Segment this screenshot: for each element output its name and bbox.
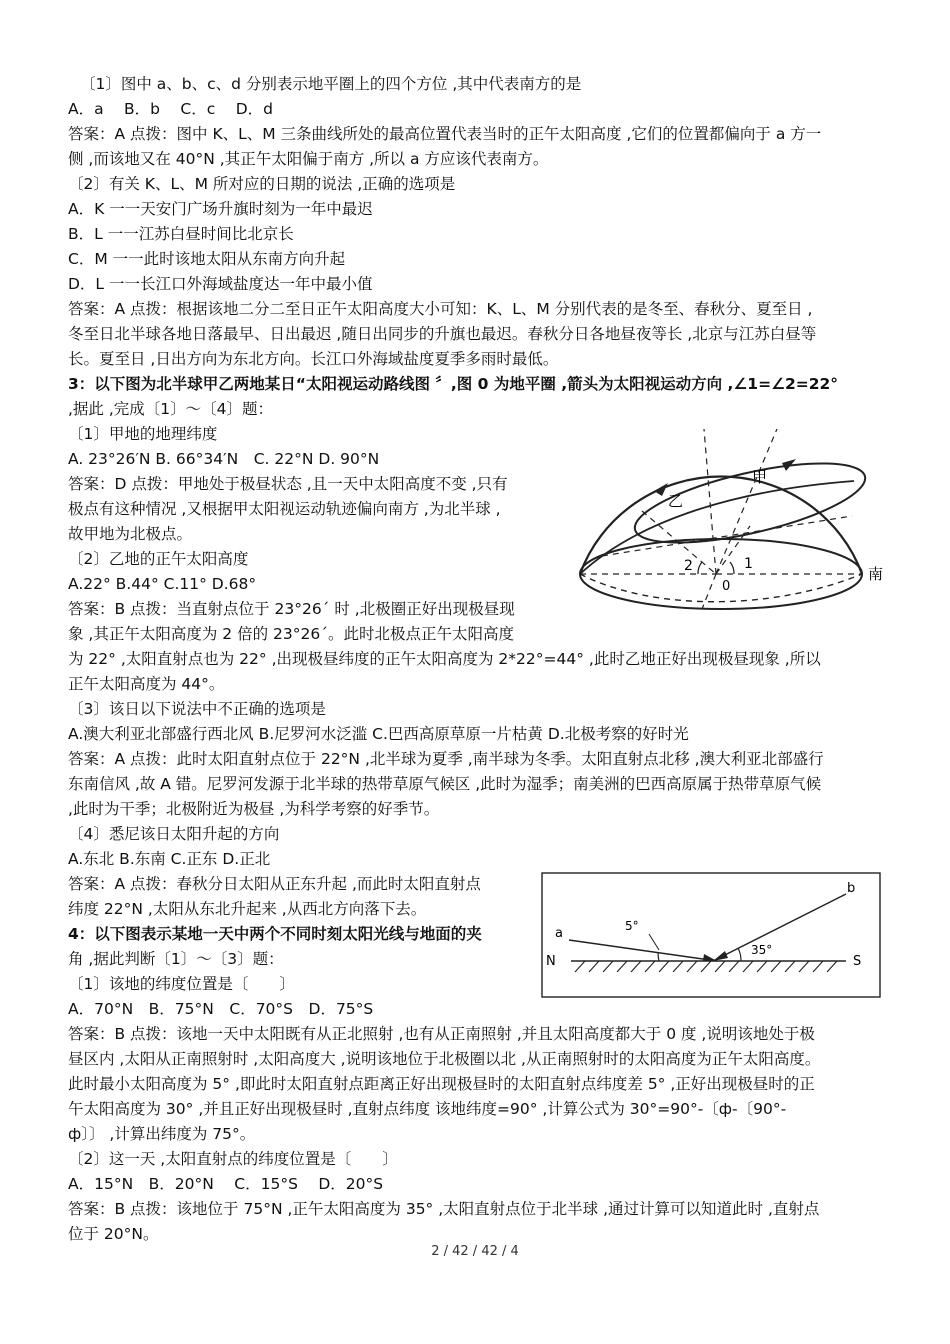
q2-option-c: C．M 一一此时该地太阳从东南方向升起: [68, 250, 346, 268]
label-ray-b: b: [847, 881, 856, 896]
section4-heading-cont: 角 ,据此判断〔1〕～〔3〕题：: [68, 950, 284, 968]
s4-q1-answer-line4: 午太阳高度为 30° ,并且正好出现极昼时 ,直射点纬度 该地纬度=90° ,计算公式为 30°=90°-〔ф-〔90°-: [68, 1100, 787, 1118]
s4-q1-answer-line5: ф〕〕 ,计算出纬度为 75°。: [68, 1125, 256, 1143]
s3-q1-stem: 〔1〕甲地的地理纬度: [68, 425, 218, 443]
label-yi: 乙: [668, 492, 684, 510]
q2-option-a: A．K 一一天安门广场升旗时刻为一年中最迟: [68, 200, 373, 218]
label-north: N: [546, 954, 556, 969]
s4-q2-options: A．15°N B．20°N C．15°S D．20°S: [68, 1175, 384, 1193]
s3-q3-answer-line1: 答案：A 点拨：此时太阳直射点位于 22°N ,北半球为夏季 ,南半球为冬季。太阳直射点北移 ,澳大利亚北部盛行: [68, 750, 824, 768]
s4-q2-stem: 〔2〕这一天 ,太阳直射点的纬度位置是〔 〕: [68, 1150, 398, 1168]
label-south: S: [853, 954, 862, 969]
s4-q1-stem: 〔1〕该地的纬度位置是〔 〕: [68, 975, 295, 993]
s3-q2-answer-line3: 为 22° ,太阳直射点也为 22° ,出现极昼纬度的正午太阳高度为 2*22°=44° ,此时乙地正好出现极昼现象 ,所以: [68, 650, 821, 668]
label-angle-1: 1: [744, 556, 753, 572]
label-south: 南: [868, 565, 884, 583]
s3-q2-stem: 〔2〕乙地的正午太阳高度: [68, 550, 249, 568]
s3-q1-options: A. 23°26′N B. 66°34′N C. 22°N D. 90°N: [68, 450, 380, 468]
s3-q4-options: A.东北 B.东南 C.正东 D.正北: [68, 850, 271, 868]
ray-b-arrow-icon: [713, 951, 728, 961]
s3-q3-stem: 〔3〕该日以下说法中不正确的选项是: [68, 700, 326, 718]
q1-answer-line1: 答案：A 点拨：图中 K、L、M 三条曲线所处的最高位置代表当时的正午太阳高度 ,它们的位置都偏向于 a 方一: [68, 125, 822, 143]
s3-q4-answer-line2: 纬度 22°N ,太阳从东北升起来 ,从西北方向落下去。: [68, 900, 427, 918]
q1-options: A．a B．b C．c D．d: [68, 100, 273, 118]
q1-stem: 〔1〕图中 a、b、c、d 分别表示地平圈上的四个方位 ,其中代表南方的是: [80, 75, 582, 93]
s4-q2-answer-line2: 位于 20°N。: [68, 1225, 159, 1243]
s3-q1-answer-line1: 答案：D 点拨：甲地处于极昼状态 ,且一天中太阳高度不变 ,只有: [68, 475, 508, 493]
s4-q1-options: A．70°N B．75°N C．70°S D．75°S: [68, 1000, 374, 1018]
s4-q1-answer-line2: 昼区内 ,太阳从正南照射时 ,太阳高度大 ,说明该地位于北极圈以北 ,从正南照射时的太阳高度为正午太阳高度。: [68, 1050, 821, 1068]
section4-heading: 4：以下图表示某地一天中两个不同时刻太阳光线与地面的夹: [68, 925, 482, 943]
s3-q1-answer-line2: 极点有这种情况 ,又根据甲太阳视运动轨迹偏向南方 ,为北半球 ,: [68, 500, 501, 518]
s3-q1-answer-line3: 故甲地为北极点。: [68, 525, 193, 543]
label-angle-2: 2: [684, 558, 693, 574]
arrow-yi-icon: [654, 483, 668, 496]
q2-option-b: B．L 一一江苏白昼时间比北京长: [68, 225, 294, 243]
label-jia: 甲: [752, 468, 768, 486]
label-angle-5: 5°: [625, 919, 639, 933]
s3-q3-answer-line2: 东南信风 ,故 A 错。尼罗河发源于北半球的热带草原气候区 ,此时为湿季；南美洲的巴西高原属于热带草原气候: [68, 775, 822, 793]
q2-answer-line2: 冬至日北半球各地日落最早、日出最迟 ,随日出同步的升旗也最迟。春秋分日各地昼夜等长 ,北京与江苏白昼等: [68, 325, 817, 343]
section3-heading-cont: ,据此 ,完成〔1〕～〔4〕题：: [68, 400, 274, 418]
s3-q2-answer-line4: 正午太阳高度为 44°。: [68, 675, 225, 693]
ground-hatching: [575, 961, 837, 972]
sun-rays-ground-figure: [541, 872, 881, 998]
s3-q2-options: A.22° B.44° C.11° D.68°: [68, 575, 257, 593]
q2-stem: 〔2〕有关 K、L、M 所对应的日期的说法 ,正确的选项是: [68, 175, 456, 193]
q2-answer-line3: 长。夏至日 ,日出方向为东北方向。长江口外海域盐度夏季多雨时最低。: [68, 350, 559, 368]
s4-q1-answer-line1: 答案：B 点拨：该地一天中太阳既有从正北照射 ,也有从正南照射 ,并且太阳高度都大于 0 度 ,说明该地处于极: [68, 1025, 815, 1043]
s4-q1-answer-line3: 此时最小太阳高度为 5° ,即此时太阳直射点距离正好出现极昼时的太阳直射点纬度差 5° ,正好出现极昼时的正: [68, 1075, 815, 1093]
s3-q3-options: A.澳大利亚北部盛行西北风 B.尼罗河水泛滥 C.巴西高原草原一片枯黄 D.北极考察的好时光: [68, 725, 689, 743]
s3-q3-answer-line3: ,此时为干季；北极附近为极昼 ,为科学考察的好季节。: [68, 800, 440, 818]
s3-q2-answer-line2: 象 ,其正午太阳高度为 2 倍的 23°26´。此时北极点正午太阳高度: [68, 625, 514, 643]
s3-q4-stem: 〔4〕悉尼该日太阳升起的方向: [68, 825, 280, 843]
q2-answer-line1: 答案：A 点拨：根据该地二分二至日正午太阳高度大小可知：K、L、M 分别代表的是冬至、春秋分、夏至日 ,: [68, 300, 813, 318]
page-footer: 2 / 42 / 42 / 4: [431, 1244, 519, 1259]
q1-answer-line2: 侧 ,而该地又在 40°N ,其正午太阳偏于南方 ,所以 a 方应该代表南方。: [68, 150, 549, 168]
s4-q2-answer-line1: 答案：B 点拨：该地位于 75°N ,正午太阳高度为 35° ,太阳直射点位于北半球 ,通过计算可以知道此时 ,直射点: [68, 1200, 820, 1218]
q2-option-d: D．L 一一长江口外海域盐度达一年中最小值: [68, 275, 373, 293]
s3-q2-answer-line1: 答案：B 点拨：当直射点位于 23°26´ 时 ,北极圈正好出现极昼现: [68, 600, 515, 618]
s3-q4-answer-line1: 答案：A 点拨：春秋分日太阳从正东升起 ,而此时太阳直射点: [68, 875, 481, 893]
section3-heading: 3：以下图为北半球甲乙两地某日“太阳视运动路线图 〞,图 0 为地平圈 ,箭头为太阳视运动方向 ,∠1=∠2=22°: [68, 375, 839, 393]
label-ray-a: a: [555, 926, 563, 941]
label-center-0: 0: [722, 579, 731, 594]
sun-path-hemisphere-figure: [572, 421, 890, 626]
label-angle-35: 35°: [751, 943, 773, 957]
